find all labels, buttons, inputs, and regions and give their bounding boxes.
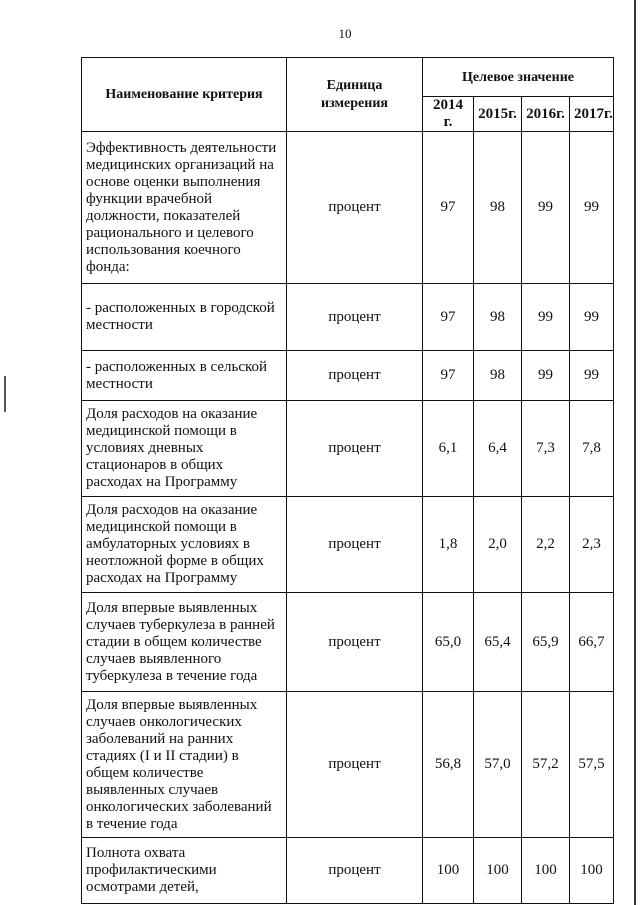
value-2015: 98 xyxy=(474,284,522,351)
value-2017: 66,7 xyxy=(570,593,614,692)
value-2015: 98 xyxy=(474,132,522,284)
value-2016: 99 xyxy=(522,284,570,351)
header-criterion-name: Наименование критерия xyxy=(82,58,287,132)
value-2015: 6,4 xyxy=(474,401,522,497)
value-2015: 2,0 xyxy=(474,497,522,593)
table-row xyxy=(82,838,614,904)
table-row xyxy=(82,284,614,351)
table-row xyxy=(82,132,614,284)
criterion-name: Доля расходов на оказание медицинской помощи в условиях дневных стационаров в общих расходах на Программу xyxy=(82,401,287,497)
criterion-unit: процент xyxy=(287,401,423,497)
value-2014: 97 xyxy=(423,351,474,401)
table-row xyxy=(82,351,614,401)
criterion-unit: процент xyxy=(287,593,423,692)
criterion-unit: процент xyxy=(287,132,423,284)
header-year-2015: 2015г. xyxy=(474,97,522,132)
value-2017: 57,5 xyxy=(570,692,614,838)
value-2017: 7,8 xyxy=(570,401,614,497)
criterion-name: Доля впервые выявленных случаев туберкулеза в ранней стадии в общем количестве случаев выявленного туберкулеза в течение года xyxy=(82,593,287,692)
criterion-name: Эффективность деятельности медицинских организаций на основе оценки выполнения функции врачебной должности, показателей рационального и целевого использования коечного фонда: xyxy=(82,132,287,284)
criterion-name: Полнота охвата профилактическими осмотрами детей, xyxy=(82,838,287,904)
table-row xyxy=(82,497,614,593)
page-number: 10 xyxy=(338,26,352,41)
value-2016: 100 xyxy=(522,838,570,904)
value-2015: 100 xyxy=(474,838,522,904)
value-2014: 1,8 xyxy=(423,497,474,593)
value-2014: 6,1 xyxy=(423,401,474,497)
criterion-name: Доля впервые выявленных случаев онкологических заболеваний на ранних стадиях (I и II стадии) в общем количестве выявленных случаев онкологических заболеваний в течение года xyxy=(82,692,287,838)
value-2016: 99 xyxy=(522,132,570,284)
table-row xyxy=(82,593,614,692)
criterion-unit: процент xyxy=(287,351,423,401)
header-unit-line1: Единица xyxy=(326,77,383,93)
header-year-2017: 2017г. xyxy=(570,97,614,132)
value-2014: 97 xyxy=(423,284,474,351)
criterion-unit: процент xyxy=(287,692,423,838)
header-unit-line2: измерения xyxy=(321,95,388,111)
value-2015: 98 xyxy=(474,351,522,401)
header-year-2016: 2016г. xyxy=(522,97,570,132)
table-row xyxy=(82,401,614,497)
header-unit xyxy=(287,58,423,132)
criterion-unit: процент xyxy=(287,284,423,351)
value-2014: 97 xyxy=(423,132,474,284)
value-2014: 65,0 xyxy=(423,593,474,692)
criterion-unit: процент xyxy=(287,838,423,904)
value-2016: 7,3 xyxy=(522,401,570,497)
value-2016: 57,2 xyxy=(522,692,570,838)
value-2015: 65,4 xyxy=(474,593,522,692)
criterion-name: Доля расходов на оказание медицинской помощи в амбулаторных условиях в неотложной форме в общих расходах на Программу xyxy=(82,497,287,593)
value-2017: 99 xyxy=(570,132,614,284)
criteria-table xyxy=(81,57,614,904)
header-target-value: Целевое значение xyxy=(423,58,614,97)
value-2017: 2,3 xyxy=(570,497,614,593)
value-2014: 56,8 xyxy=(423,692,474,838)
header-year-2014: 2014 г. xyxy=(423,97,474,132)
value-2017: 99 xyxy=(570,284,614,351)
value-2016: 99 xyxy=(522,351,570,401)
value-2017: 100 xyxy=(570,838,614,904)
value-2016: 65,9 xyxy=(522,593,570,692)
table-row xyxy=(82,692,614,838)
scan-edge-line xyxy=(634,0,636,905)
value-2015: 57,0 xyxy=(474,692,522,838)
criterion-unit: процент xyxy=(287,497,423,593)
scan-edge-mark xyxy=(4,376,6,412)
criterion-name: - расположенных в городской местности xyxy=(82,284,287,351)
value-2014: 100 xyxy=(423,838,474,904)
value-2016: 2,2 xyxy=(522,497,570,593)
value-2017: 99 xyxy=(570,351,614,401)
criterion-name: - расположенных в сельской местности xyxy=(82,351,287,401)
